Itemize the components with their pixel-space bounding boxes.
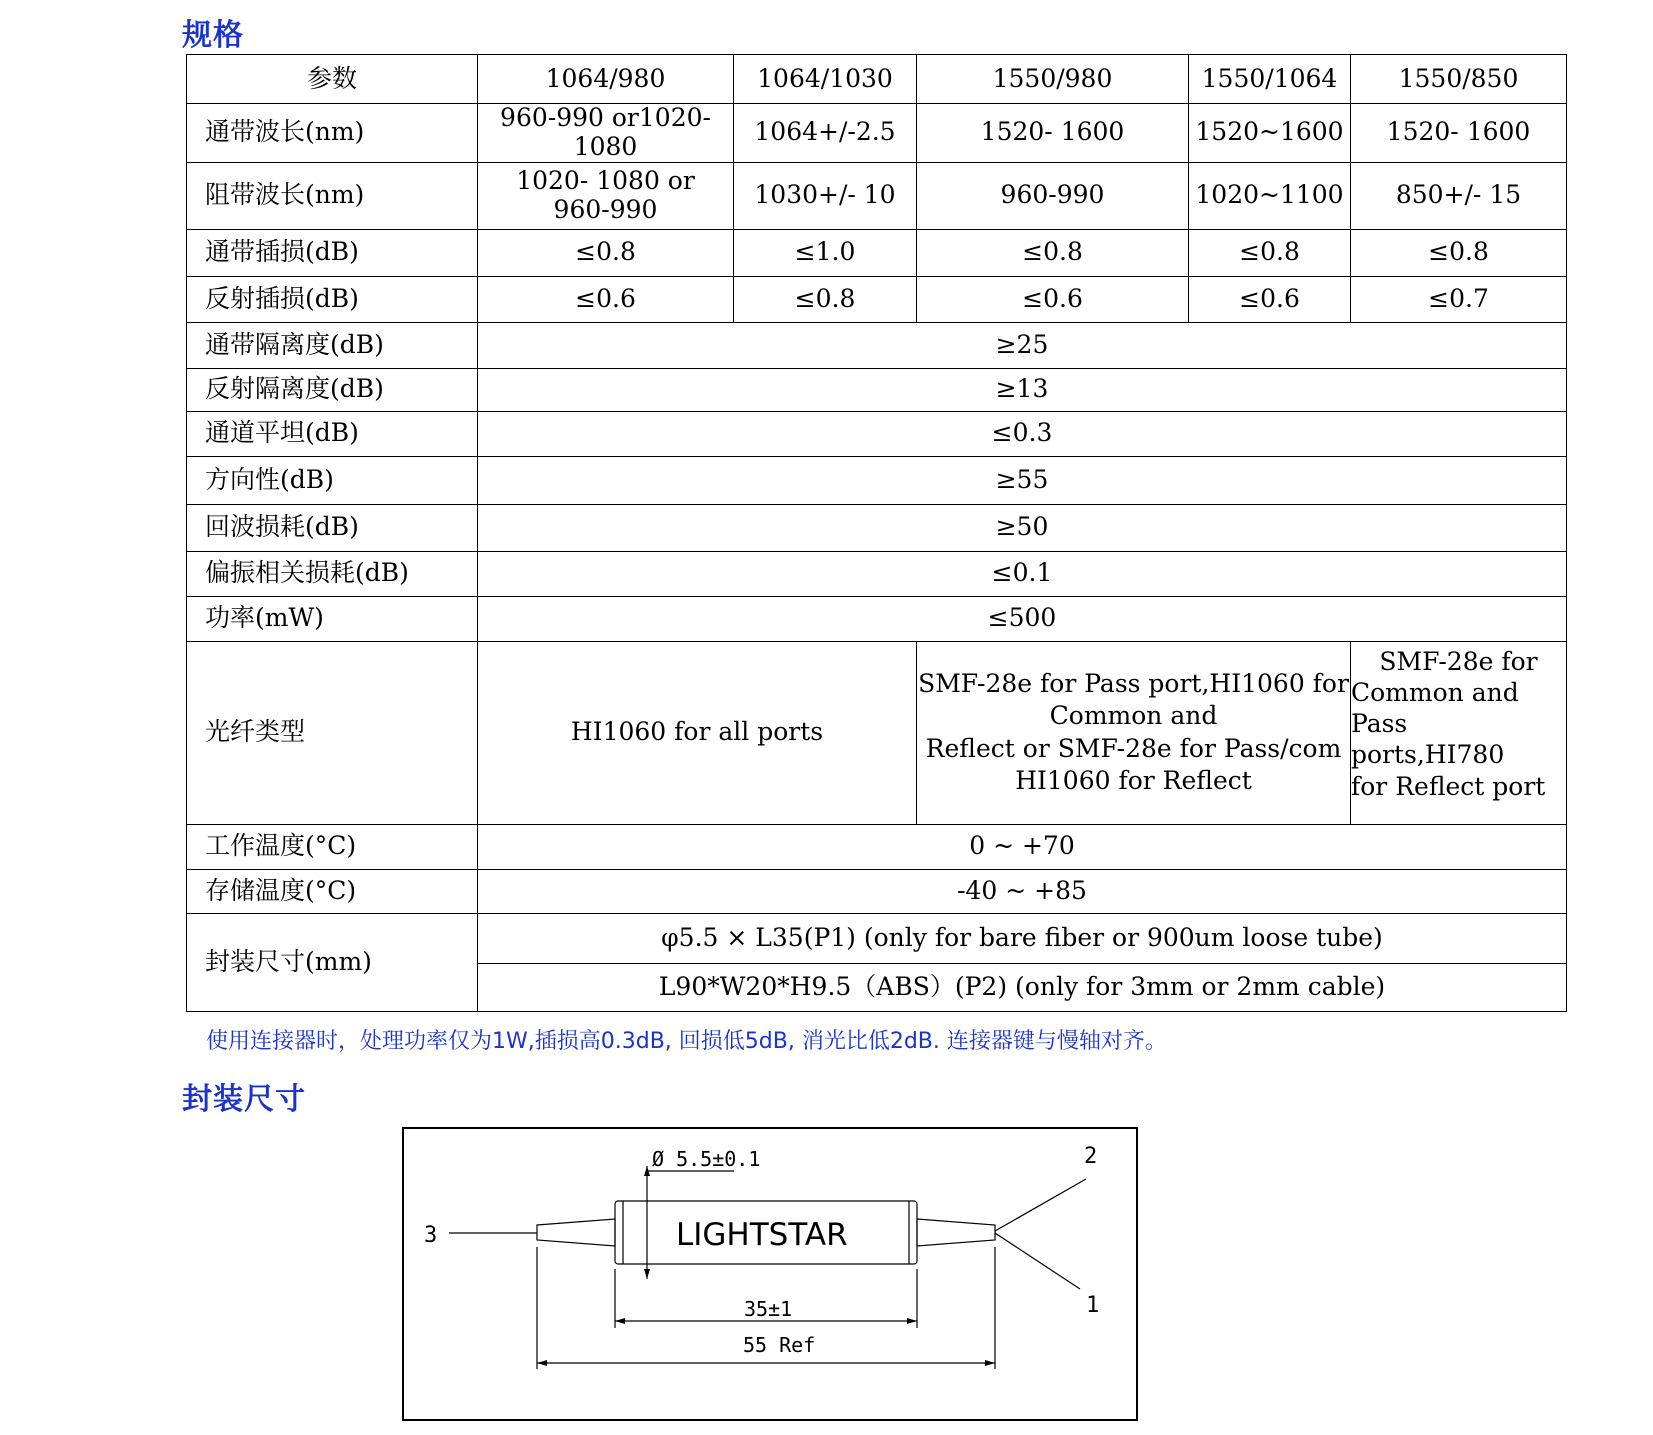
value-cell: ≥50 [478,504,1567,551]
value-cell: ≤0.8 [478,229,734,276]
fiber-col2 [917,641,1351,824]
spec-table [186,54,1567,1012]
param-label: 功率(mW) [187,596,478,641]
param-label: 工作温度(°C) [187,824,478,869]
fiber-col2-line: Reflect or SMF-28e for Pass/com [925,733,1342,763]
package-drawing-svg [404,1129,1135,1418]
value-cell: 960-990 or1020- 1080 [478,104,734,163]
value-cell: 1520- 1600 [1351,104,1567,163]
value-cell: ≤0.6 [478,276,734,322]
value-cell: 1520- 1600 [917,104,1189,163]
value-cell: -40 ~ +85 [478,869,1567,913]
value-cell: ≥55 [478,456,1567,504]
param-label: 光纤类型 [187,641,478,824]
fiber-port-1 [995,1233,1080,1289]
value-cell: ≤1.0 [734,229,917,276]
brand-label: LIGHTSTAR [676,1217,848,1253]
value-cell: ≤0.6 [917,276,1189,322]
param-label: 存储温度(°C) [187,869,478,913]
table-row [187,322,1567,368]
param-label: 封装尺寸(mm) [187,913,478,1011]
value-cell: ≤0.6 [1189,276,1351,322]
fiber-port-2 [995,1179,1086,1231]
fiber-col3 [1351,641,1567,824]
table-row [187,504,1567,551]
value-cell: ≤0.8 [1351,229,1567,276]
value-cell: ≤0.8 [1189,229,1351,276]
value-cell: 850+/- 15 [1351,162,1567,229]
param-label: 通带波长(nm) [187,104,478,163]
param-label: 偏振相关损耗(dB) [187,551,478,596]
table-row [187,456,1567,504]
value-cell: ≤0.8 [917,229,1189,276]
arrowhead [907,1318,917,1324]
value-cell: L90*W20*H9.5（ABS）(P2) (only for 3mm or 2mm cable) [478,963,1567,1011]
total-length-label: 55 Ref [743,1333,816,1357]
param-label: 通带插损(dB) [187,229,478,276]
arrowhead [537,1360,547,1366]
fiber-col2-line: HI1060 for Reflect [1015,766,1252,795]
table-row [187,596,1567,641]
fiber-type-row [187,641,1567,824]
param-label: 通道平坦(dB) [187,411,478,456]
diameter-label: Ø 5.5±0.1 [652,1147,761,1171]
value-cell: 1064+/-2.5 [734,104,917,163]
value-cell: 1030+/- 10 [734,162,917,229]
table-row [187,551,1567,596]
port-3-label: 3 [424,1223,438,1248]
spec-heading: 规格 [182,18,244,53]
table-row [187,104,1567,163]
table-row [187,411,1567,456]
table-header-row [187,55,1567,104]
fiber-col3-line: Pass ports,HI780 [1351,709,1505,770]
value-cell: φ5.5 × L35(P1) (only for bare fiber or 900um loose tube) [478,913,1567,963]
value-cell: ≤0.3 [478,411,1567,456]
value-cell: 1520~1600 [1189,104,1351,163]
value-cell: ≥25 [478,322,1567,368]
header-model: 1550/1064 [1189,55,1351,104]
header-model: 1064/980 [478,55,734,104]
value-cell: ≤0.7 [1351,276,1567,322]
package-row [187,913,1567,963]
right-boot [917,1219,995,1246]
param-label: 回波损耗(dB) [187,504,478,551]
header-model: 1064/1030 [734,55,917,104]
left-boot [537,1219,615,1246]
table-row [187,368,1567,411]
fiber-col2-line: SMF-28e for Pass port,HI1060 for [918,668,1349,698]
value-cell: 960-990 [917,162,1189,229]
value-cell: 1020- 1080 or 960-990 [478,162,734,229]
value-cell: 1020~1100 [1189,162,1351,229]
fiber-col1: HI1060 for all ports [478,641,917,824]
package-drawing [402,1127,1138,1421]
param-label: 阻带波长(nm) [187,162,478,229]
value-cell: 0 ~ +70 [478,824,1567,869]
fiber-col3-line: SMF-28e for [1379,646,1538,676]
value-cell: ≤500 [478,596,1567,641]
arrowhead [615,1318,625,1324]
value-cell: ≤0.8 [734,276,917,322]
table-row [187,824,1567,869]
table-row [187,869,1567,913]
fiber-col2-line: Common and [1049,701,1218,730]
arrowhead [644,1269,650,1279]
param-label: 反射插损(dB) [187,276,478,322]
package-heading: 封装尺寸 [182,1082,306,1117]
param-label: 方向性(dB) [187,456,478,504]
value-cell: ≤0.1 [478,551,1567,596]
param-label: 反射隔离度(dB) [187,368,478,411]
table-row [187,162,1567,229]
port-1-label: 1 [1086,1293,1100,1318]
table-row [187,276,1567,322]
table-row [187,229,1567,276]
fiber-col3-line: Common and [1351,677,1519,707]
port-2-label: 2 [1084,1144,1098,1169]
header-model: 1550/980 [917,55,1189,104]
fiber-col3-line: for Reflect port [1351,771,1546,801]
header-model: 1550/850 [1351,55,1567,104]
body-length-label: 35±1 [744,1297,793,1321]
connector-note: 使用连接器时，处理功率仅为1W,插损高0.3dB, 回损低5dB, 消光比低2dB. 连接器键与慢轴对齐。 [206,1029,1167,1054]
value-cell: ≥13 [478,368,1567,411]
arrowhead [985,1360,995,1366]
param-label: 通带隔离度(dB) [187,322,478,368]
header-param: 参数 [187,55,478,104]
